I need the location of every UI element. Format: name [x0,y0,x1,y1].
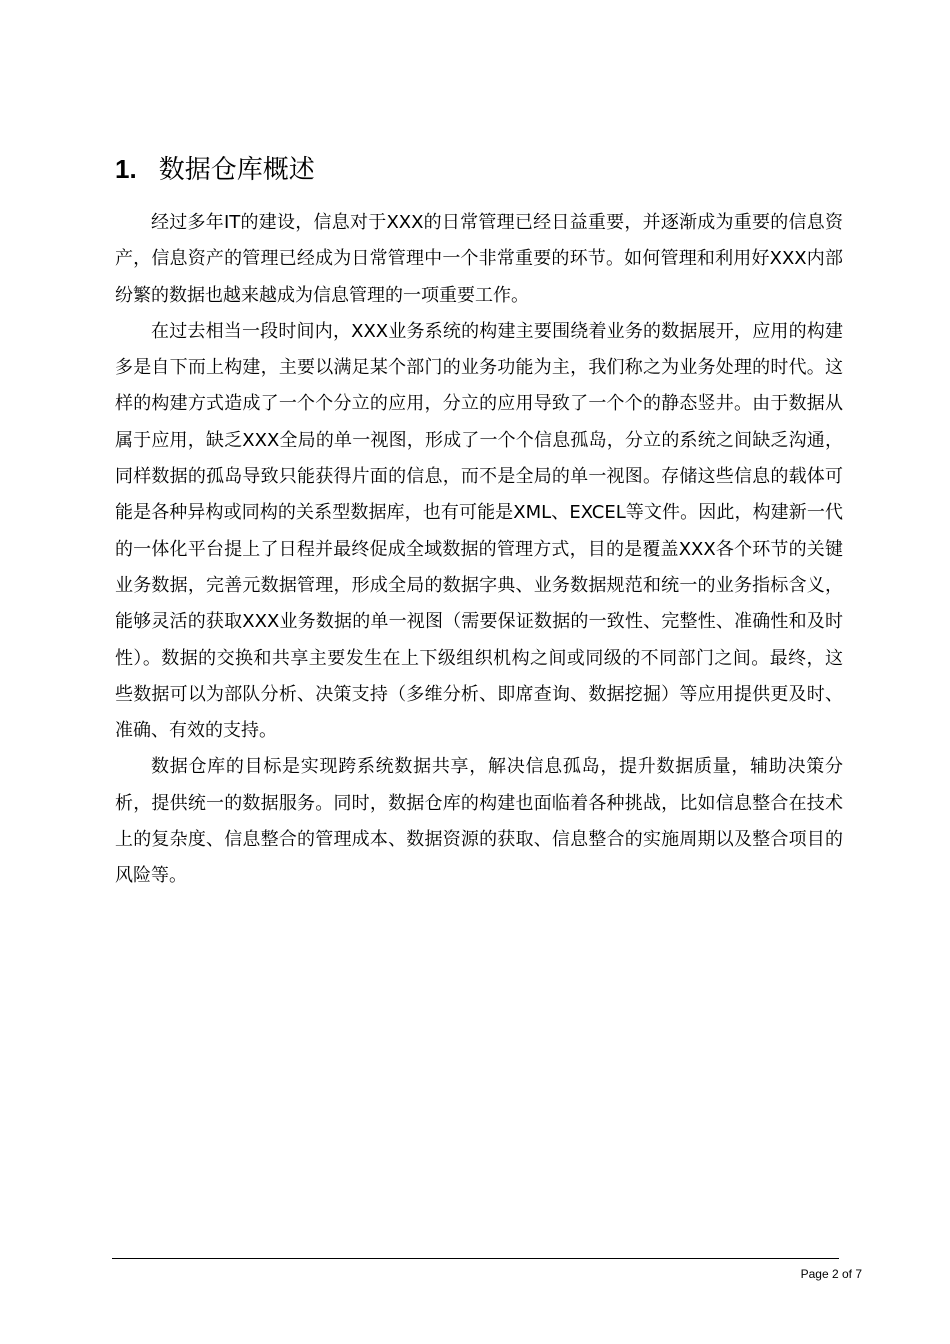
section-title: 数据仓库概述 [158,155,315,186]
paragraph-goals: 数据仓库的目标是实现跨系统数据共享，解决信息孤岛，提升数据质量，辅助决策分析，提供统一的数据服务。同时，数据仓库的构建也面临着各种挑战，比如信息整合在技术上的复杂度、信息整合的管理成本、数据资源的获取、信息整合的实施周期以及整合项目的风险等。 [115,756,843,887]
paragraph-history: 在过去相当一段时间内，XXX业务系统的构建主要围绕着业务的数据展开，应用的构建多是自下而上构建，主要以满足某个部门的业务功能为主，我们称之为业务处理的时代。这样的构建方式造成了一个个分立的应用，分立的应用导致了一个个的静态竖井。由于数据从属于应用，缺乏XXX全局的单一视图，形成了一个个信息孤岛，分立的系统之间缺乏沟通，同样数据的孤岛导致只能获得片面的信息，而不是全局的单一视图。存储这些信息的载体可能是各种异构或同构的关系型数据库，也有可能是XML、EXCEL等文件。因此，构建新一代的一体化平台提上了日程并最终促成全域数据的管理方式，目的是覆盖XXX各个环节的关键业务数据，完善元数据管理，形成全局的数据字典、业务数据规范和统一的业务指标含义，能够灵活的获取XXX业务数据的单一视图（需要保证数据的一致性、完整性、准确性和及时性）。数据的交换和共享主要发生在上下级组织机构之间或同级的不同部门之间。最终，这些数据可以为部队分析、决策支持（多维分析、即席查询、数据挖掘）等应用提供更及时、准确、有效的支持。 [115,320,843,742]
section-heading [115,149,315,190]
paragraph-intro: 经过多年IT的建设，信息对于XXX的日常管理已经日益重要，并逐渐成为重要的信息资产，信息资产的管理已经成为日常管理中一个非常重要的环节。如何管理和利用好XXX内部纷繁的数据也越来越成为信息管理的一项重要工作。 [115,212,843,306]
page-number: Page 2 of 7 [800,1267,862,1281]
footer-divider [112,1258,839,1259]
section-number: 1. [115,154,137,185]
body-text [115,205,843,895]
